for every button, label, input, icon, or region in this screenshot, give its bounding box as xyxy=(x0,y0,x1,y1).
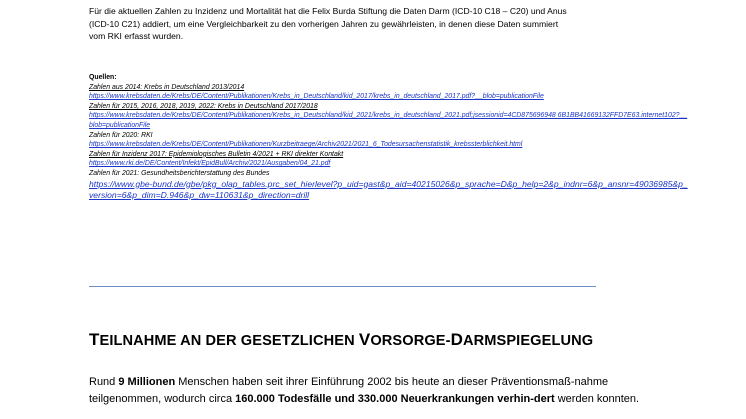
intro-line: vom RKI erfasst wurden. xyxy=(89,31,184,42)
source-label: Zahlen für 2021: Gesundheitsberichterstattung des Bundes xyxy=(89,169,270,177)
section-heading xyxy=(89,331,729,350)
intro-line: (ICD-10 C21) addiert, um eine Vergleichbarkeit zu den vorherigen Jahren zu gewährleisten, in denen diese Daten summiert xyxy=(89,18,559,29)
heading-text: ARMSPIEGELUNG xyxy=(462,333,594,349)
body-bold: 9 Millionen xyxy=(118,376,176,388)
source-link[interactable]: https://www.rki.de/DE/Content/Infekt/EpidBull/Archiv/2021/Ausgaben/04_21.pdf xyxy=(89,160,331,168)
source-link[interactable]: https://www.krebsdaten.de/Krebs/DE/Content/Publikationen/Krebs_in_Deutschland/kid_2017/krebs_in_deutschland_2017.pdf?__blob=publicationFile xyxy=(89,93,544,101)
intro-line: Für die aktuellen Zahlen zu Inzidenz und Mortalität hat die Felix Burda Stiftung die Daten Darm (ICD-10 C18 – C20) und Anus xyxy=(89,6,567,16)
heading-initial: V xyxy=(358,330,371,349)
sources-heading: Quellen: xyxy=(89,74,117,81)
source-link[interactable]: https://www.gbe-bund.de/gbe/pkg_olap_tables.prc_set_hierlevel?p_uid=gast&p_aid=40215026&p_sprache=D&p_help=2&p_indnr=6&p_ansnr=49036985&p_version=6&p_dim=D.946&p_dw=110631&p_direction=drill xyxy=(89,178,688,200)
heading-text: ORSORGE- xyxy=(370,333,451,349)
source-label: Zahlen für 2015, 2016, 2018, 2019, 2022: Krebs in Deutschland 2017/2018 xyxy=(89,102,318,110)
horizontal-divider xyxy=(89,286,596,287)
body-bold: 160.000 Todesfälle und 330.000 Neuerkrankungen verhin-dert xyxy=(235,392,555,405)
source-label: Zahlen aus 2014: Krebs in Deutschland 2013/2014 xyxy=(89,83,245,91)
heading-initial: T xyxy=(89,330,100,349)
body-text: Menschen haben seit ihrer Einführung 2002 bis heute an dieser Präventionsmaß-nahme teilgenommen, wodurch circa xyxy=(89,376,609,405)
body-text: Rund xyxy=(89,376,119,388)
source-label: Zahlen für Inzidenz 2017: Epidemiologisches Bulletin 4/2021 + RKI direkter Kontakt xyxy=(89,150,344,158)
body-text: werden konnten. xyxy=(554,392,640,405)
heading-initial: D xyxy=(450,330,463,349)
section-body xyxy=(89,374,649,408)
heading-text: EILNAHME AN DER GESETZLICHEN xyxy=(99,333,359,349)
source-link[interactable]: https://www.krebsdaten.de/Krebs/DE/Content/Publikationen/Kurzbeitraege/Archiv2021/2021_6_Todesursachenstatistik_krebssterblichkeit.html xyxy=(89,141,523,149)
sources-block xyxy=(89,73,689,201)
source-label: Zahlen für 2020: RKI xyxy=(89,131,153,139)
intro-paragraph xyxy=(89,5,679,43)
source-link[interactable]: https://www.krebsdaten.de/Krebs/DE/Content/Publikationen/Krebs_in_Deutschland/kid_2021/krebs_in_deutschland_2021.pdf;jsessionid=4CD875696948 6B1BB41669132FFD7E63.internet102?__blob=publicationFile xyxy=(89,112,688,129)
